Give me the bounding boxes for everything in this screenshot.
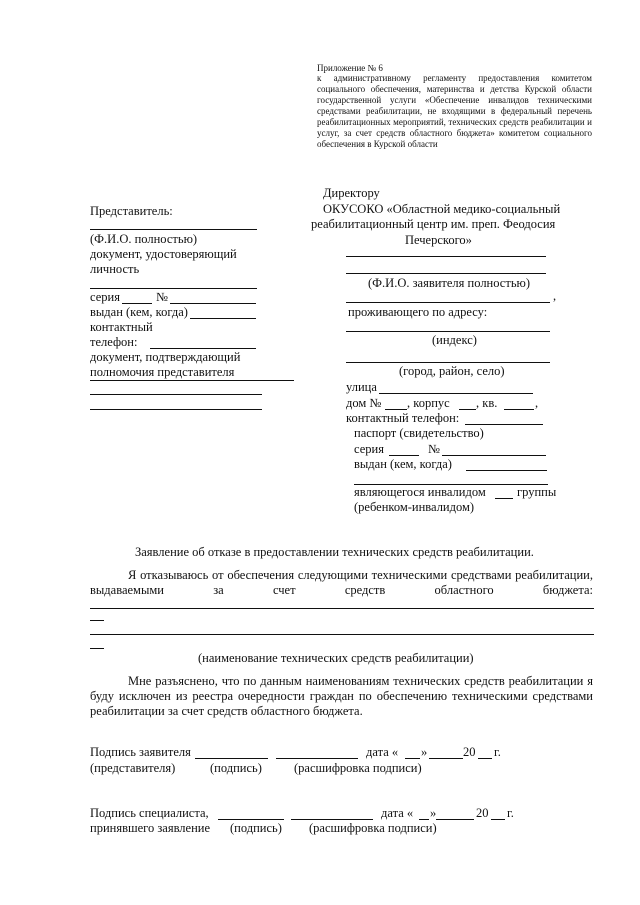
statement-para2: Мне разъяснено, что по данным наименованиям технических средств реабилитации я буду исключен из реестра очередности граждан по обеспечению техническими средствами реабилитации за счет средств областного бюджета. <box>90 674 593 718</box>
rep-doc-label-2: личность <box>90 262 140 276</box>
rep-seria-label: серия <box>90 290 120 304</box>
rep-num-line[interactable] <box>170 303 256 304</box>
applicant-quote-close: » <box>421 745 428 759</box>
rep-issued-line[interactable] <box>190 318 256 319</box>
applicant-fio-line-1[interactable] <box>346 256 546 257</box>
specialist-day-line[interactable] <box>419 819 429 820</box>
items-line-3[interactable] <box>90 634 594 635</box>
rep-auth-line-3[interactable] <box>90 409 262 410</box>
applicant-fio-comma: , <box>553 289 557 303</box>
rep-phone-line[interactable] <box>150 348 256 349</box>
appendix-text: к административному регламенту предоставления комитетом социального обеспечения, материнства и детства Курской области государственной услуги «Обеспечение инвалидов техническими средствами реабилитации, не входящими в федеральный перечень реабилитационных мероприятий, технических средств реабилитации и услуг, за счет средств областного бюджета» комитетом социального обеспечения в Курской области <box>317 73 592 149</box>
passport-seria-label: серия <box>354 442 384 456</box>
passport-label: паспорт (свидетельство) <box>354 426 484 440</box>
specialist-year-line[interactable] <box>491 819 505 820</box>
index-line[interactable] <box>346 331 550 332</box>
applicant-signature-line[interactable] <box>195 758 268 759</box>
passport-num-label: № <box>428 442 440 456</box>
specialist-sign-caption: (подпись) <box>230 821 282 835</box>
street-label: улица <box>346 380 377 394</box>
applicant-decode-caption: (расшифровка подписи) <box>294 761 422 775</box>
rep-num-label: № <box>156 290 168 304</box>
statement-title: Заявление об отказе в предоставлении технических средств реабилитации. <box>135 545 534 559</box>
specialist-decode-caption: (расшифровка подписи) <box>309 821 437 835</box>
appendix-title: Приложение № 6 <box>317 63 383 73</box>
phone-line[interactable] <box>465 424 543 425</box>
rep-doc-label-1: документ, удостоверяющий <box>90 247 237 261</box>
korpus-label: , корпус <box>407 396 450 410</box>
specialist-date-label: дата « <box>381 806 414 820</box>
applicant-signature-label: Подпись заявителя <box>90 745 191 759</box>
applicant-sign-caption: (подпись) <box>210 761 262 775</box>
specialist-accepted-label: принявшего заявление <box>90 821 211 835</box>
rep-auth-label-2: полномочия представителя <box>90 365 235 379</box>
specialist-signature-line[interactable] <box>218 819 284 820</box>
passport-issued-line[interactable] <box>466 470 547 471</box>
addressee-line4: Печерского» <box>405 233 472 247</box>
items-label: (наименование технических средств реабилитации) <box>198 651 474 665</box>
child-invalid-label: (ребенком-инвалидом) <box>354 500 475 514</box>
rep-fio-label: (Ф.И.О. полностью) <box>90 232 198 246</box>
specialist-signature-label: Подпись специалиста, <box>90 806 209 820</box>
applicant-decode-line[interactable] <box>276 758 358 759</box>
house-line[interactable] <box>385 409 407 410</box>
rep-auth-line-2[interactable] <box>90 394 262 395</box>
rep-fio-line[interactable] <box>90 229 257 230</box>
rep-doc-line[interactable] <box>90 288 257 289</box>
representative-label: Представитель: <box>90 204 173 218</box>
rep-issued-label: выдан (кем, когда) <box>90 305 188 319</box>
phone-label: контактный телефон: <box>346 411 460 425</box>
applicant-fio-label: (Ф.И.О. заявителя полностью) <box>368 276 531 290</box>
invalid-label: являющегося инвалидом <box>354 485 486 499</box>
residing-label: проживающего по адресу: <box>348 305 488 319</box>
invalid-group-line[interactable] <box>495 498 513 499</box>
rep-parenthetical: (представителя) <box>90 761 176 775</box>
rep-contact-label-1: контактный <box>90 320 153 334</box>
addressee-line3: реабилитационный центр им. преп. Феодосия <box>311 217 556 231</box>
applicant-fio-line-3[interactable] <box>346 302 550 303</box>
house-comma: , <box>535 396 539 410</box>
city-line[interactable] <box>346 362 550 363</box>
passport-seria-line[interactable] <box>389 455 419 456</box>
passport-issued-label: выдан (кем, когда) <box>354 457 452 471</box>
city-label: (город, район, село) <box>399 364 505 378</box>
kv-label: , кв. <box>476 396 498 410</box>
rep-contact-label-2: телефон: <box>90 335 138 349</box>
applicant-month-line[interactable] <box>429 758 463 759</box>
applicant-fio-line-2[interactable] <box>346 273 546 274</box>
rep-seria-line[interactable] <box>122 303 152 304</box>
specialist-quote-close: » <box>430 806 437 820</box>
rep-auth-line-1[interactable] <box>90 380 294 381</box>
addressee-line1: Директору <box>323 186 380 200</box>
street-line[interactable] <box>379 393 533 394</box>
items-line-1[interactable] <box>90 608 594 609</box>
statement-para1: Я отказываюсь от обеспечения следующими техническими средствами реабилитации, выдаваемыми за счет средств областного бюджета: <box>90 568 593 597</box>
invalid-group-label: группы <box>517 485 557 499</box>
specialist-year-prefix: 20 <box>476 806 489 820</box>
applicant-day-line[interactable] <box>405 758 420 759</box>
rep-auth-label-1: документ, подтверждающий <box>90 350 241 364</box>
specialist-decode-line[interactable] <box>291 819 373 820</box>
addressee-line2: ОКУСОКО «Областной медико-социальный <box>323 202 561 216</box>
applicant-year-prefix: 20 <box>463 745 476 759</box>
applicant-year-line[interactable] <box>478 758 492 759</box>
passport-num-line[interactable] <box>442 455 546 456</box>
specialist-year-suffix: г. <box>507 806 514 820</box>
kv-line[interactable] <box>504 409 534 410</box>
items-line-2[interactable] <box>90 620 104 621</box>
items-line-4[interactable] <box>90 648 104 649</box>
applicant-year-suffix: г. <box>494 745 501 759</box>
house-label: дом № <box>346 396 382 410</box>
korpus-line[interactable] <box>459 409 476 410</box>
index-label: (индекс) <box>432 333 477 347</box>
specialist-month-line[interactable] <box>436 819 474 820</box>
applicant-date-label: дата « <box>366 745 399 759</box>
